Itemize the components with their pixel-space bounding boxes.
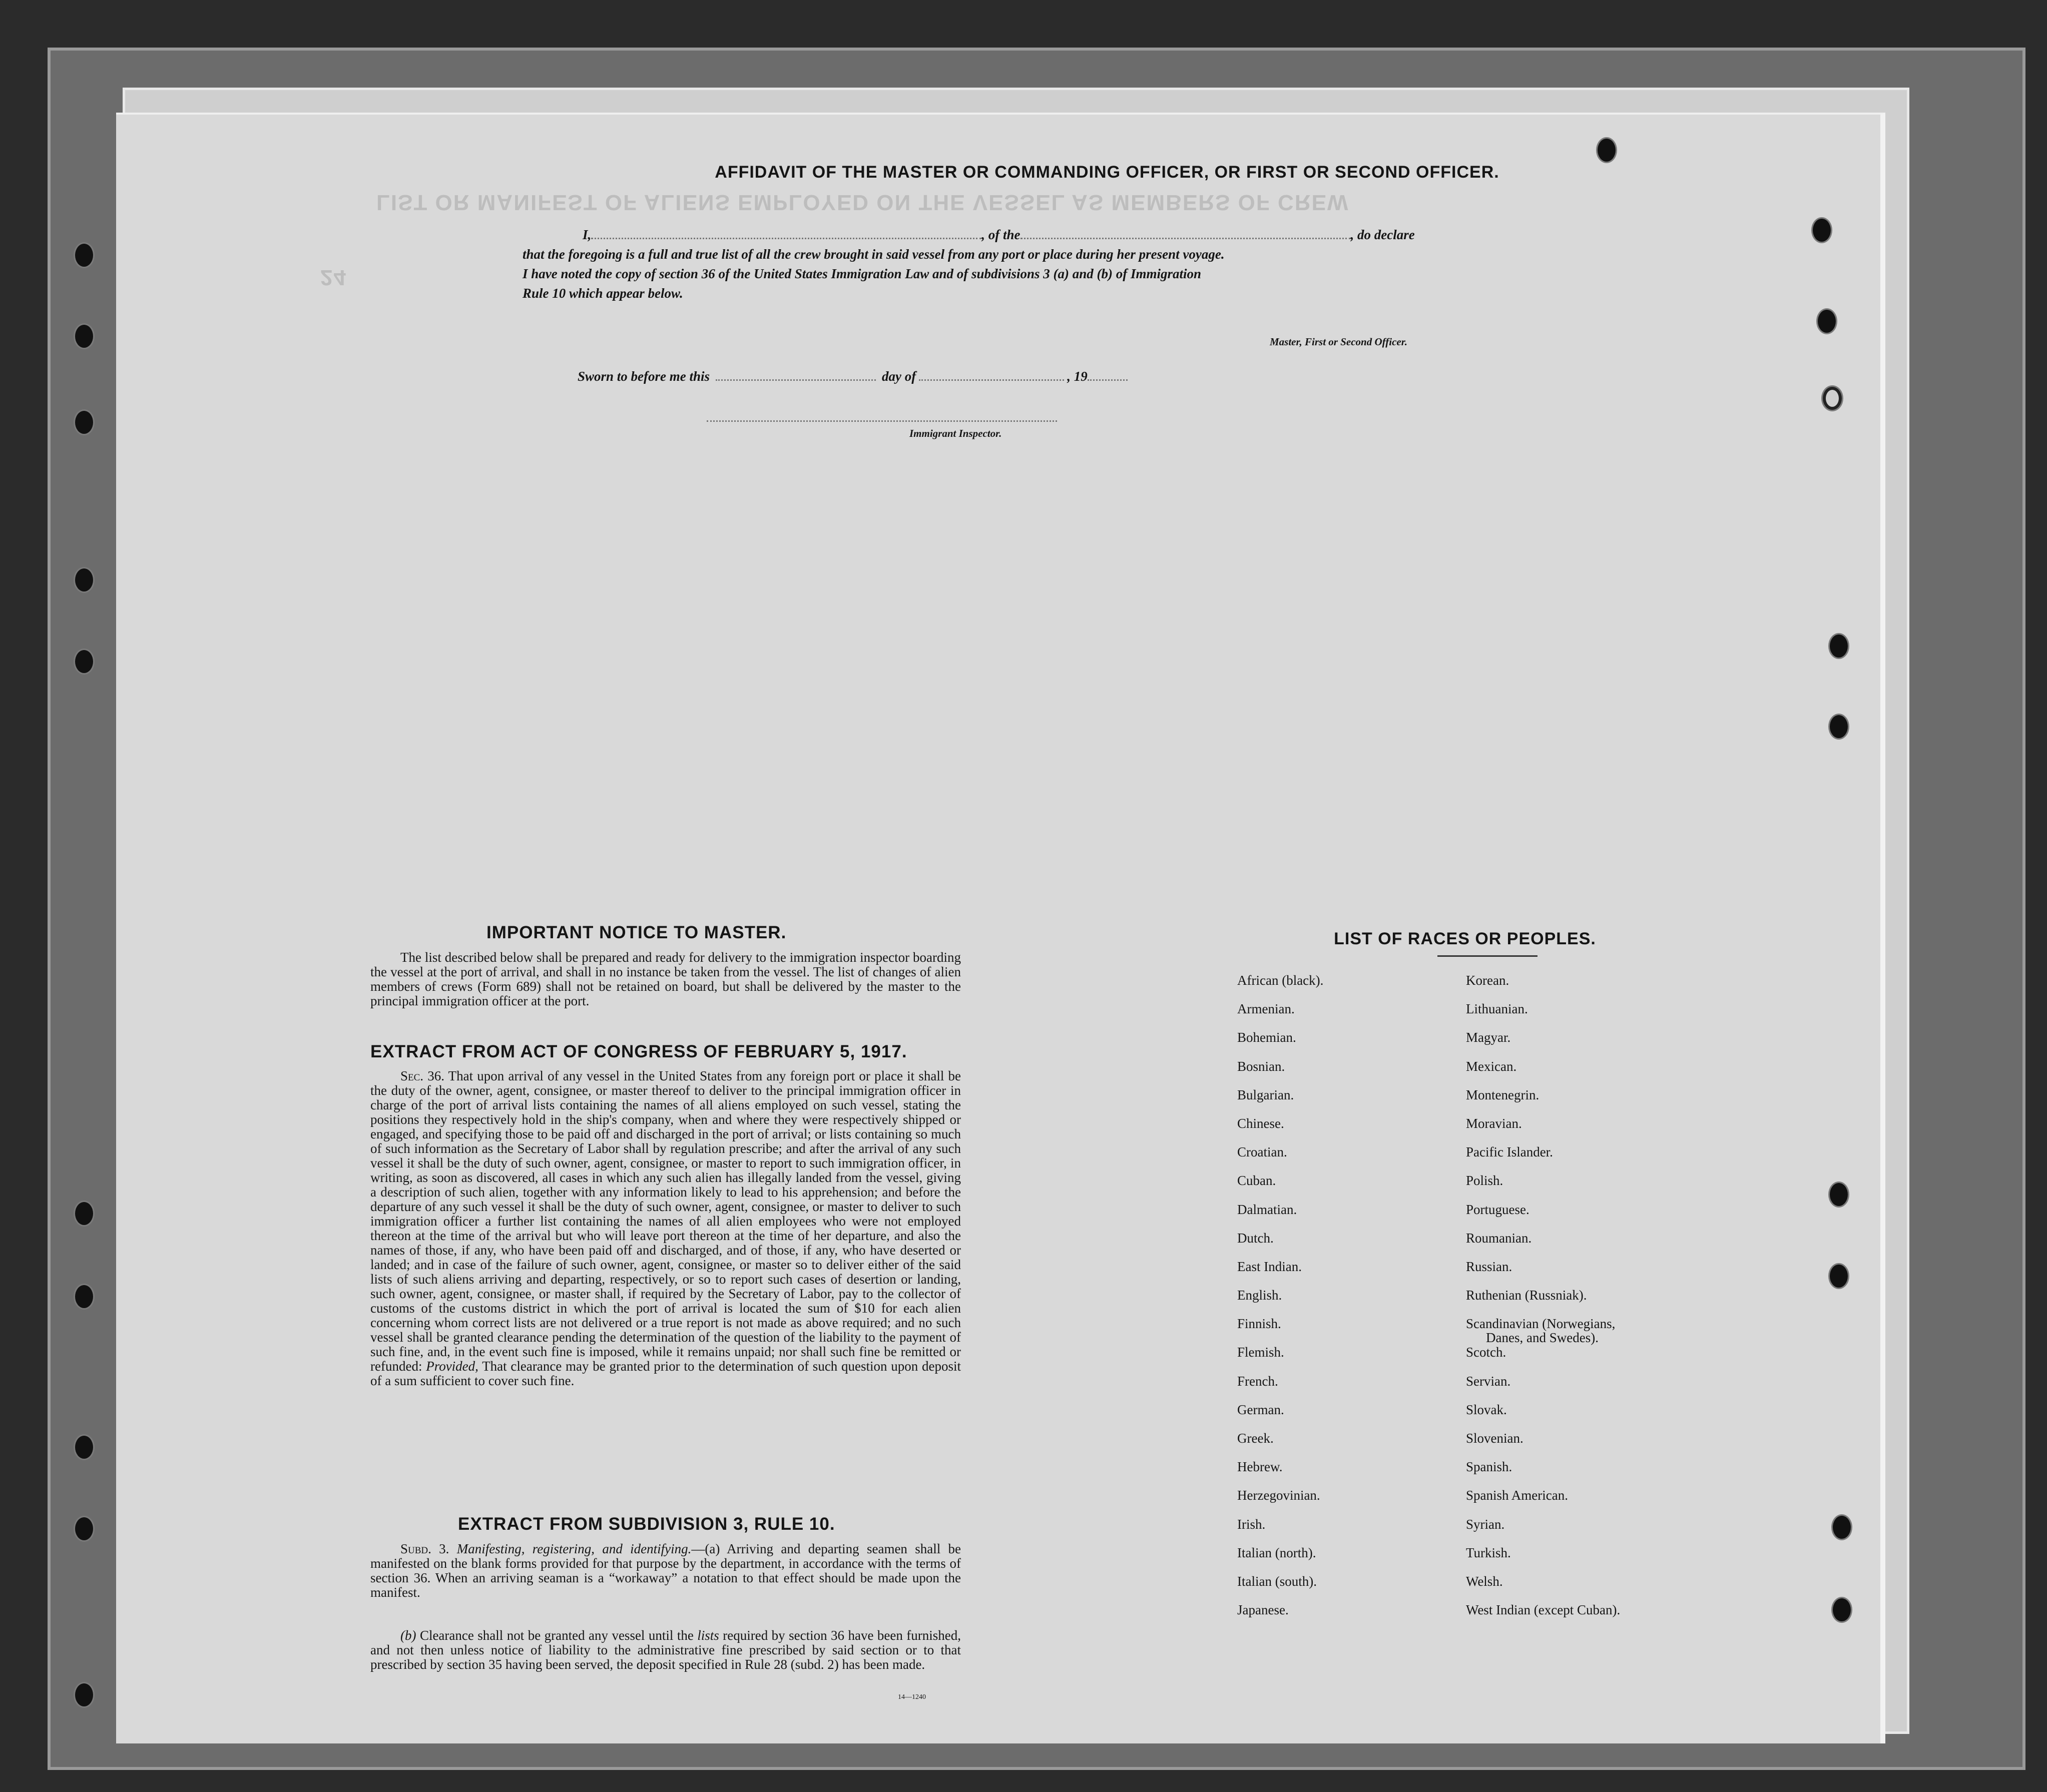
scandinavian-line-1: Scandinavian (Norwegians, xyxy=(1466,1316,1616,1332)
race-item: French. xyxy=(1237,1373,1278,1389)
rule-subd-b xyxy=(370,1628,961,1672)
binder-hole xyxy=(75,244,93,267)
subd-a-label: —(a) xyxy=(691,1541,720,1556)
binder-hole xyxy=(75,568,93,591)
race-item: Cuban. xyxy=(1237,1173,1276,1188)
race-item: Turkish. xyxy=(1466,1545,1511,1560)
sworn-text: Sworn to before me this xyxy=(578,369,710,384)
race-item: Montenegrin. xyxy=(1466,1087,1540,1102)
race-item: Syrian. xyxy=(1466,1516,1505,1532)
notice-body: The list described below shall be prepared and ready for delivery to the immigration inspector boarding the vessel at the port of arrival, and shall in no instance be taken from the vessel. The list of changes of alien members of crews (Form 689) shall not be retained on board, but shall be delivered by the master to the principal immigration officer at the port. xyxy=(370,950,961,1008)
race-item: Slovenian. xyxy=(1466,1431,1523,1446)
binder-hole xyxy=(75,1517,93,1540)
race-item: Polish. xyxy=(1466,1173,1503,1188)
binder-hole xyxy=(1830,1183,1848,1206)
race-item: Pacific Islander. xyxy=(1466,1144,1553,1160)
race-item: Dutch. xyxy=(1237,1230,1274,1246)
race-item: German. xyxy=(1237,1402,1284,1417)
race-item: Welsh. xyxy=(1466,1573,1503,1589)
year-text: , 19 xyxy=(1067,369,1088,384)
vessel-blank xyxy=(1020,237,1351,239)
race-item: Hebrew. xyxy=(1237,1459,1283,1475)
race-item: Greek. xyxy=(1237,1431,1274,1446)
binder-hole xyxy=(75,650,93,673)
race-item: Magyar. xyxy=(1466,1030,1511,1045)
race-item-scandinavian xyxy=(1466,1317,1620,1345)
binder-hole xyxy=(1830,635,1848,658)
act-body xyxy=(370,1069,961,1388)
races-right-column xyxy=(1466,973,1620,1631)
binder-hole xyxy=(1813,219,1831,242)
races-rule xyxy=(1437,955,1538,957)
race-item: Spanish American. xyxy=(1466,1488,1568,1503)
binder-hole xyxy=(1818,310,1836,333)
race-item: Russian. xyxy=(1466,1259,1512,1274)
binder-hole xyxy=(1823,387,1842,410)
month-blank xyxy=(919,379,1064,381)
race-item: Slovak. xyxy=(1466,1402,1507,1417)
race-item: Armenian. xyxy=(1237,1001,1295,1017)
race-item: Lithuanian. xyxy=(1466,1001,1528,1017)
races-title: LIST OF RACES OR PEOPLES. xyxy=(1334,929,1596,948)
day-blank xyxy=(716,379,876,381)
race-item: Moravian. xyxy=(1466,1115,1522,1131)
affidavit-i: I, xyxy=(583,227,592,242)
binder-hole xyxy=(1833,1598,1851,1621)
sworn-line xyxy=(578,369,1128,384)
binder-hole xyxy=(75,1683,93,1706)
binder-hole xyxy=(1833,1516,1851,1539)
name-blank xyxy=(591,237,981,239)
inspector-signature-line xyxy=(707,420,1057,422)
binder-hole xyxy=(75,325,93,348)
binder-hole xyxy=(1830,1265,1848,1288)
race-item: Ruthenian (Russniak). xyxy=(1466,1288,1587,1303)
binder-hole xyxy=(75,1285,93,1308)
race-item: West Indian (except Cuban). xyxy=(1466,1602,1621,1618)
race-item: Bohemian. xyxy=(1237,1030,1296,1045)
affidavit-line-4: Rule 10 which appear below. xyxy=(523,286,683,301)
affidavit-declaration-line xyxy=(583,227,1415,243)
race-item: Herzegovinian. xyxy=(1237,1488,1320,1503)
affidavit-line-2: that the foregoing is a full and true list of all the crew brought in said vessel from any port or place during her present voyage. xyxy=(523,247,1225,262)
act-text-end: That clearance may be granted prior to the determination of such question upon deposit of a sum sufficient to cover such fine. xyxy=(370,1359,961,1388)
act-text: That upon arrival of any vessel in the United States from any foreign port or place it shall be the duty of the owner, agent, consignee, or master thereof to deliver to the principal immigration officer in charge of the port of arrival lists containing the names of all aliens employed on such vessel, stating the positions they respectively hold in the ship's company, when and where they were respectively shipped or engaged, and specifying those to be paid off and discharged in the port of arrival; or lists containing so much of such information as the Secretary of Labor shall by regulation prescribe; and after the arrival of any such vessel it shall be the duty of such owner, agent, consignee, or master to report to such immigration officer, in writing, as soon as discovered, all cases in which any such alien has illegally landed from the vessel, giving a description of such alien, together with any information likely to lead to his apprehension; and before the departure of any such vessel it shall be the duty of such owner, agent, consignee, or master to deliver to such immigration officer a further list containing the names of all alien employees who were not employed thereon at the time of the arrival but who will leave port thereon at the time of her departure, and also the names of those, if any, who have been paid off and discharged, and of those, if any, who have deserted or landed; and in case of the failure of such owner, agent, consignee, or master so to deliver either of the said lists of such aliens arriving and departing, respectively, or so to report such cases of desertion or landing, such owner, agent, consignee, or master shall, if required by the Secretary of Labor, pay to the collector of customs of the customs district in which the port of arrival is located the sum of $10 for each alien concerning whom correct lists are not delivered or a true report is not made as above required; and no such vessel shall be granted clearance pending the determination of the question of the liability to the payment of such fine, and, in the event such fine is imposed, while it remains unpaid; nor shall such fine be remitted or refunded: xyxy=(370,1068,961,1374)
act-provided: Provided, xyxy=(426,1359,478,1374)
inspector-caption: Immigrant Inspector. xyxy=(909,427,1002,439)
signer-caption: Master, First or Second Officer. xyxy=(1270,336,1407,348)
race-item: Chinese. xyxy=(1237,1115,1284,1131)
subd-b-text-1: Clearance shall not be granted any vessel until the xyxy=(419,1628,694,1643)
binder-hole xyxy=(75,411,93,434)
race-item: Japanese. xyxy=(1237,1602,1289,1618)
binder-hole xyxy=(1598,139,1616,162)
subd-label: Subd. 3. xyxy=(400,1541,449,1556)
race-item: Flemish. xyxy=(1237,1345,1284,1360)
race-item: English. xyxy=(1237,1288,1282,1303)
race-item: African (black). xyxy=(1237,973,1324,988)
binder-hole xyxy=(75,1202,93,1225)
manifest-page xyxy=(116,113,1885,1743)
subd-a-text: Arriving and departing seamen shall be manifested on the blank forms provided for that purpose by the department, in accordance with the terms of section 36. When an arriving seaman is a “workaway” a notation to that effect should be made upon the manifest. xyxy=(370,1541,961,1600)
act-title: EXTRACT FROM ACT OF CONGRESS OF FEBRUARY 5, 1917. xyxy=(370,1042,907,1061)
sec-label: Sec. 36. xyxy=(400,1068,444,1083)
race-item: Irish. xyxy=(1237,1516,1266,1532)
subd-b-label: (b) xyxy=(400,1628,416,1643)
races-left-column xyxy=(1237,973,1323,1631)
race-item: Korean. xyxy=(1466,973,1509,988)
form-number: 14—1240 xyxy=(898,1693,926,1701)
affidavit-of-the: , of the xyxy=(981,227,1020,242)
race-item: Servian. xyxy=(1466,1373,1511,1389)
rule-subd-a xyxy=(370,1542,961,1600)
race-item: Bulgarian. xyxy=(1237,1087,1294,1102)
affidavit-line-3: I have noted the copy of section 36 of the United States Immigration Law and of subdivisions 3 (a) and (b) of Immigration xyxy=(523,266,1202,281)
subd-heading: Manifesting, registering, and identifying. xyxy=(456,1541,692,1556)
notice-title: IMPORTANT NOTICE TO MASTER. xyxy=(486,923,787,942)
bleed-through-title: LIST OR MANIFEST OF ALIENS EMPLOYED ON THE VESSEL AS MEMBERS OF CREW xyxy=(376,190,1349,215)
race-item: Roumanian. xyxy=(1466,1230,1532,1246)
race-item: Finnish. xyxy=(1237,1316,1281,1332)
race-item: Scotch. xyxy=(1466,1345,1506,1360)
binder-hole xyxy=(75,1436,93,1459)
race-item: Spanish. xyxy=(1466,1459,1512,1475)
year-blank xyxy=(1088,379,1128,381)
race-item: Italian (north). xyxy=(1237,1545,1316,1560)
bleed-through-page-mark: 24 xyxy=(320,265,347,290)
race-item: Mexican. xyxy=(1466,1058,1517,1074)
race-item: Portuguese. xyxy=(1466,1202,1529,1217)
binder-hole xyxy=(1830,715,1848,738)
race-item: Italian (south). xyxy=(1237,1573,1317,1589)
race-item: East Indian. xyxy=(1237,1259,1302,1274)
race-item: Croatian. xyxy=(1237,1144,1287,1160)
day-of-text: day of xyxy=(882,369,916,384)
subd-b-text-2: required by section 36 have been furnished, and not then unless notice of liability to the administrative fine prescribed by said section or to that prescribed by section 35 having been served, the deposit specified in Rule 28 (subd. 2) has been made. xyxy=(370,1628,961,1672)
rule-title: EXTRACT FROM SUBDIVISION 3, RULE 10. xyxy=(458,1514,835,1534)
race-item: Dalmatian. xyxy=(1237,1202,1297,1217)
scandinavian-line-2: Danes, and Swedes). xyxy=(1486,1330,1599,1346)
affidavit-title: AFFIDAVIT OF THE MASTER OR COMMANDING OFFICER, OR FIRST OR SECOND OFFICER. xyxy=(715,163,1499,182)
race-item: Bosnian. xyxy=(1237,1058,1285,1074)
subd-b-lists: lists xyxy=(697,1628,719,1643)
affidavit-do-declare: , do declare xyxy=(1350,227,1415,242)
